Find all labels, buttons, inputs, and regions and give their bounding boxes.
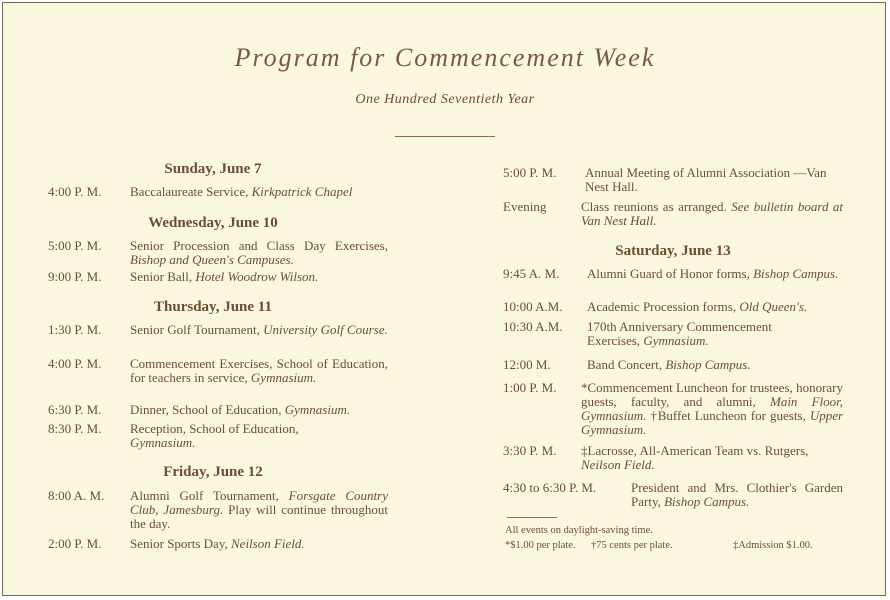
entry-description: Class reunions as arranged. See bulletin board at Van Nest Hall.: [581, 199, 843, 228]
entry-description: Commencement Exercises, School of Education, for teachers in service, Gymnasium.: [130, 356, 388, 385]
entry-time: 9:00 P. M.: [48, 269, 102, 284]
entry-description: Band Concert, Bishop Campus.: [587, 357, 751, 372]
entry-time: 8:00 A. M.: [48, 488, 105, 503]
day-heading-wednesday: Wednesday, June 10: [148, 215, 278, 231]
entry-description: *Commencement Luncheon for trustees, honorary guests, faculty, and alumni, Main Floor, Gymnasium. †Buffet Luncheon for guests, Upper Gymnasium.: [581, 380, 844, 437]
entry-time: 4:00 P. M.: [48, 356, 102, 371]
entry-time: 9:45 A. M.: [503, 266, 560, 281]
day-heading-thursday: Thursday, June 11: [154, 299, 272, 315]
entry-description: Senior Procession and Class Day Exercises, Bishop and Queen's Campuses.: [130, 238, 388, 267]
program-card: [2, 2, 886, 596]
entry-description: Baccalaureate Service, Kirkpatrick Chapel: [130, 184, 353, 199]
entry-description: President and Mrs. Clothier's Garden Party, Bishop Campus.: [631, 480, 843, 509]
entry-time: 3:30 P. M.: [503, 443, 557, 458]
footnote-divider: [507, 517, 557, 518]
entry-time: 10:30 A.M.: [503, 319, 563, 334]
footnote-timezone: All events on daylight-saving time.: [505, 525, 653, 536]
entry-time: 5:00 P. M.: [503, 165, 557, 180]
entry-description: Alumni Guard of Honor forms, Bishop Campus.: [587, 266, 839, 281]
entry-time: 4:00 P. M.: [48, 184, 102, 199]
footnote-luncheon-price: *$1.00 per plate.: [505, 540, 576, 551]
footnote-lacrosse-admission: ‡Admission $1.00.: [733, 540, 813, 551]
entry-time: 12:00 M.: [503, 357, 551, 372]
entry-description: Dinner, School of Education, Gymnasium.: [130, 402, 351, 417]
entry-description: Senior Sports Day, Neilson Field.: [130, 536, 305, 551]
page-subtitle: One Hundred Seventieth Year: [355, 92, 535, 107]
entry-description: Senior Ball, Hotel Woodrow Wilson.: [130, 269, 319, 284]
entry-time: 1:00 P. M.: [503, 380, 557, 395]
entry-time: Evening: [503, 199, 547, 214]
entry-time: 4:30 to 6:30 P. M.: [503, 480, 597, 495]
day-heading-friday: Friday, June 12: [163, 464, 263, 480]
title-divider: [395, 136, 495, 137]
day-heading-saturday: Saturday, June 13: [615, 243, 731, 259]
entry-description: Academic Procession forms, Old Queen's.: [587, 299, 808, 314]
entry-description: ‡Lacrosse, All-American Team vs. Rutgers, Neilson Field.: [581, 443, 809, 472]
entry-description: 170th Anniversary Commencement Exercises, Gymnasium.: [587, 319, 772, 348]
entry-time: 5:00 P. M.: [48, 238, 102, 253]
entry-time: 8:30 P. M.: [48, 421, 102, 436]
page-title: Program for Commencement Week: [234, 43, 656, 72]
entry-time: 10:00 A.M.: [503, 299, 563, 314]
entry-time: 2:00 P. M.: [48, 536, 102, 551]
footnote-buffet-price: †75 cents per plate.: [591, 540, 673, 551]
entry-time: 6:30 P. M.: [48, 402, 102, 417]
entry-description: Annual Meeting of Alumni Association —Van Nest Hall.: [585, 165, 827, 194]
entry-time: 1:30 P. M.: [48, 322, 102, 337]
entry-description: Reception, School of Education, Gymnasium.: [130, 421, 299, 450]
entry-description: Senior Golf Tournament, University Golf Course.: [130, 322, 388, 337]
day-heading-sunday: Sunday, June 7: [164, 161, 262, 177]
entry-description: Alumni Golf Tournament, Forsgate Country Club, Jamesburg. Play will continue throughout the day.: [130, 488, 388, 531]
